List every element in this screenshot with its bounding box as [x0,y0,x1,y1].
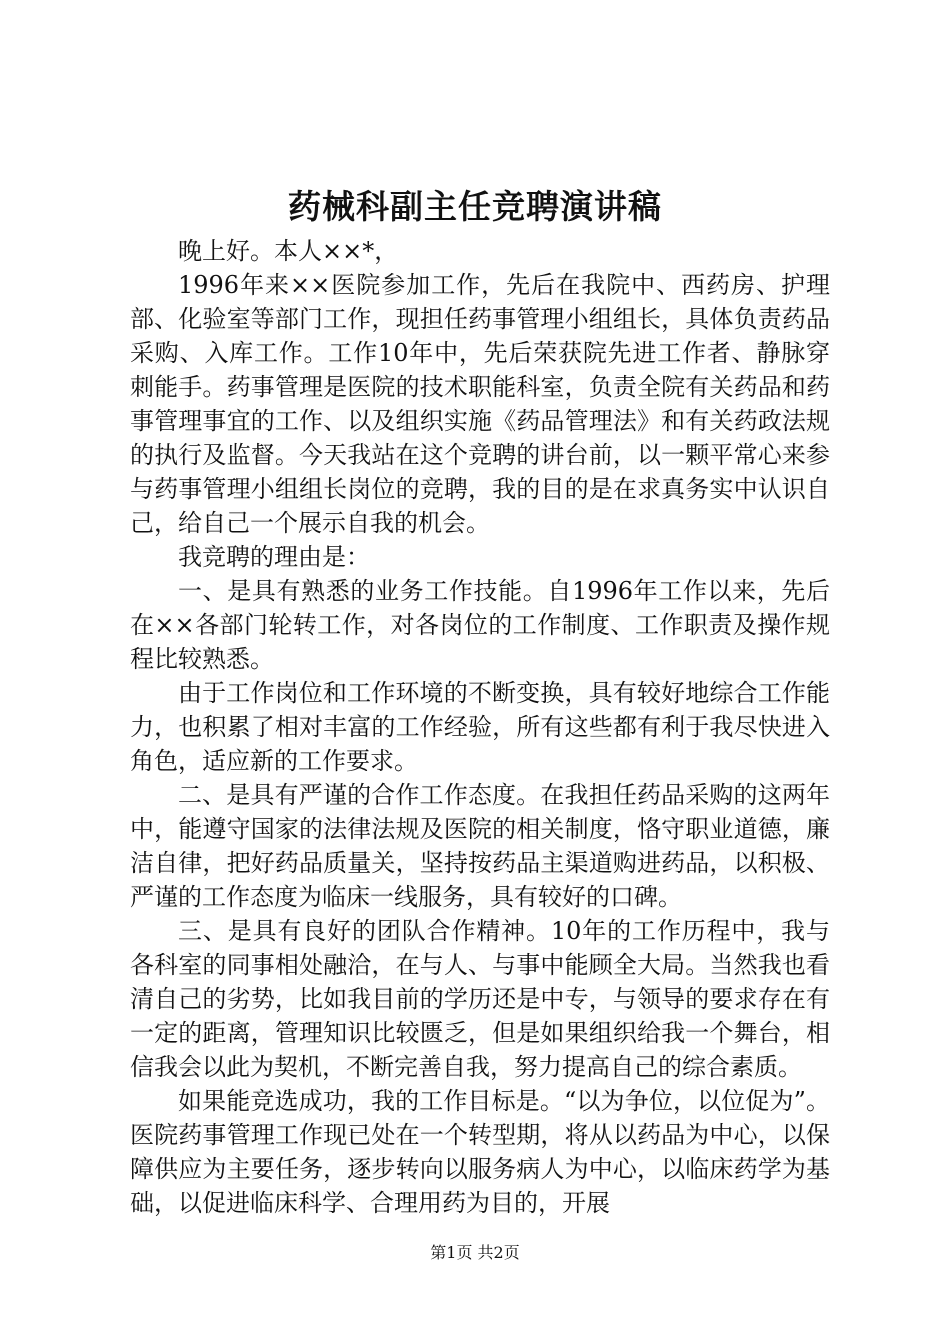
document-title: 药械科副主任竞聘演讲稿 [288,187,662,226]
paragraph-reason-one-continued: 由于工作岗位和工作环境的不断变换，具有较好地综合工作能力，也积累了相对丰富的工作经验，所有这些都有利于我尽快进入角色，适应新的工作要求。 [130,679,830,775]
document-body [130,234,830,1220]
paragraph-greeting: 晚上好。本人××*， [178,237,399,265]
paragraph-introduction: 1996年来××医院参加工作，先后在我院中、西药房、护理部、化验室等部门工作，现担任药事管理小组组长，具体负责药品采购、入库工作。工作10年中，先后荣获院先进工作者、静脉穿刺能手。药事管理是医院的技术职能科室，负责全院有关药品和药事管理事宜的工作、以及组织实施《药品管理法》和有关药政法规的执行及监督。今天我站在这个竞聘的讲台前，以一颗平常心来参与药事管理小组组长岗位的竞聘，我的目的是在求真务实中认识自己，给自己一个展示自我的机会。 [130,271,830,537]
paragraph-reasons-heading: 我竞聘的理由是： [178,543,370,571]
paragraph-reason-two: 二、是具有严谨的合作工作态度。在我担任药品采购的这两年中，能遵守国家的法律法规及医院的相关制度，恪守职业道德，廉洁自律，把好药品质量关，坚持按药品主渠道购进药品，以积极、严谨的工作态度为临床一线服务，具有较好的口碑。 [130,781,830,911]
paragraph-reason-three: 三、是具有良好的团队合作精神。10年的工作历程中，我与各科室的同事相处融洽，在与人、与事中能顾全大局。当然我也看清自己的劣势，比如我目前的学历还是中专，与领导的要求存在有一定的距离，管理知识比较匮乏，但是如果组织给我一个舞台，相信我会以此为契机，不断完善自我，努力提高自己的综合素质。 [130,917,830,1081]
page-number-footer: 第1页 共2页 [430,1243,520,1262]
paragraph-goals: 如果能竞选成功，我的工作目标是。“以为争位，以位促为”。医院药事管理工作现已处在一个转型期，将从以药品为中心，以保障供应为主要任务，逐步转向以服务病人为中心，以临床药学为基础，以促进临床科学、合理用药为目的，开展 [130,1087,830,1217]
paragraph-reason-one: 一、是具有熟悉的业务工作技能。自1996年工作以来，先后在××各部门轮转工作，对各岗位的工作制度、工作职责及操作规程比较熟悉。 [130,577,830,673]
